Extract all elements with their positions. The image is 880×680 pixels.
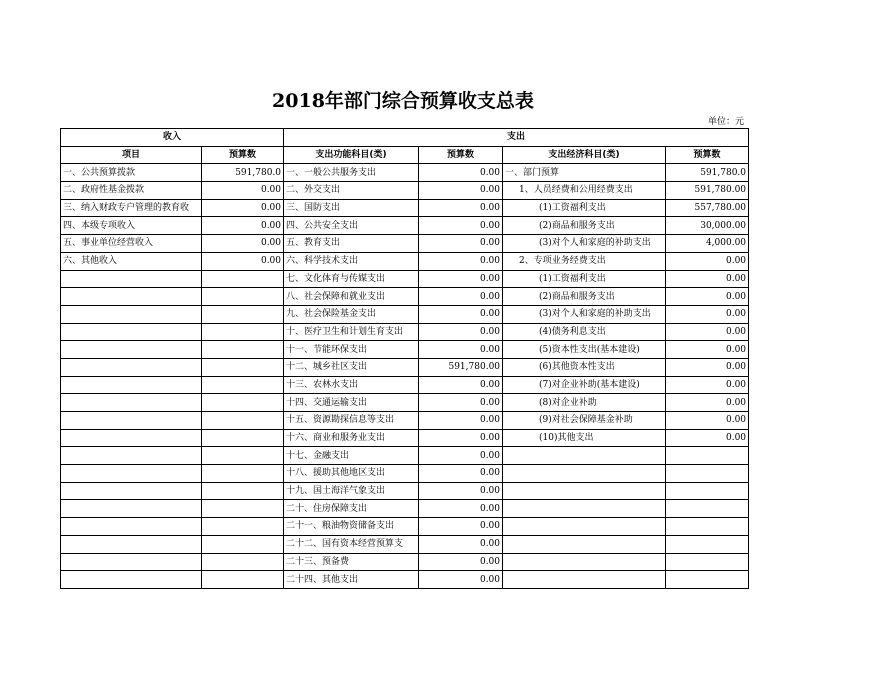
econ-item-cell: (3)对个人和家庭的补助支出 bbox=[503, 305, 666, 323]
table-row bbox=[61, 394, 749, 412]
income-item-cell bbox=[61, 429, 202, 447]
income-value-cell bbox=[202, 376, 284, 394]
income-item-cell bbox=[61, 376, 202, 394]
income-item-cell bbox=[61, 535, 202, 553]
econ-item-cell: 2、专项业务经费支出 bbox=[503, 252, 666, 270]
table-row bbox=[61, 164, 749, 182]
income-item-cell bbox=[61, 358, 202, 376]
econ-value-cell: 0.00 bbox=[666, 323, 749, 341]
table-row bbox=[61, 341, 749, 359]
table-row bbox=[61, 553, 749, 571]
func-item-cell: 十二、城乡社区支出 bbox=[284, 358, 419, 376]
table-body bbox=[61, 129, 749, 589]
func-item-cell: 七、文化体育与传媒支出 bbox=[284, 270, 419, 288]
income-value-cell bbox=[202, 305, 284, 323]
econ-value-cell: 0.00 bbox=[666, 270, 749, 288]
func-item-cell: 十五、资源勘探信息等支出 bbox=[284, 412, 419, 430]
func-item-cell: 六、科学技术支出 bbox=[284, 252, 419, 270]
func-value-cell: 0.00 bbox=[419, 341, 503, 359]
header-row-group bbox=[61, 129, 749, 147]
table-row bbox=[61, 252, 749, 270]
econ-item-cell: (8)对企业补助 bbox=[503, 394, 666, 412]
func-item-cell: 十三、农林水支出 bbox=[284, 376, 419, 394]
income-item-cell: 二、政府性基金拨款 bbox=[61, 182, 202, 200]
econ-item-cell bbox=[503, 535, 666, 553]
econ-item-cell bbox=[503, 571, 666, 589]
func-item-cell: 三、国防支出 bbox=[284, 199, 419, 217]
func-value-cell: 0.00 bbox=[419, 182, 503, 200]
func-item-cell: 九、社会保险基金支出 bbox=[284, 305, 419, 323]
income-value-cell bbox=[202, 535, 284, 553]
econ-value-cell bbox=[666, 500, 749, 518]
table-row bbox=[61, 217, 749, 235]
income-value-cell: 0.00 bbox=[202, 235, 284, 253]
econ-item-cell: 1、人员经费和公用经费支出 bbox=[503, 182, 666, 200]
income-item-cell bbox=[61, 518, 202, 536]
econ-value-cell: 0.00 bbox=[666, 394, 749, 412]
func-value-cell: 0.00 bbox=[419, 323, 503, 341]
unit-label: 单位：元 bbox=[707, 117, 744, 127]
func-value-cell: 0.00 bbox=[419, 412, 503, 430]
income-value-cell: 0.00 bbox=[202, 182, 284, 200]
func-value-cell: 0.00 bbox=[419, 376, 503, 394]
table-row bbox=[61, 429, 749, 447]
func-item-cell: 八、社会保障和就业支出 bbox=[284, 288, 419, 306]
econ-item-cell: (9)对社会保障基金补助 bbox=[503, 412, 666, 430]
econ-item-cell: (7)对企业补助(基本建设) bbox=[503, 376, 666, 394]
income-value-cell bbox=[202, 412, 284, 430]
income-value-cell bbox=[202, 341, 284, 359]
income-item-cell bbox=[61, 482, 202, 500]
income-item-cell bbox=[61, 412, 202, 430]
func-value-cell: 0.00 bbox=[419, 535, 503, 553]
func-item-cell: 十八、援助其他地区支出 bbox=[284, 465, 419, 483]
func-value-cell: 0.00 bbox=[419, 465, 503, 483]
econ-value-cell: 0.00 bbox=[666, 376, 749, 394]
econ-item-cell: (1)工资福利支出 bbox=[503, 199, 666, 217]
income-item-cell bbox=[61, 553, 202, 571]
budget-table bbox=[60, 128, 749, 589]
income-value-cell bbox=[202, 358, 284, 376]
table-row bbox=[61, 358, 749, 376]
econ-item-cell: (1)工资福利支出 bbox=[503, 270, 666, 288]
income-item-cell: 五、事业单位经营收入 bbox=[61, 235, 202, 253]
econ-value-cell: 591,780.0 bbox=[666, 164, 749, 182]
func-value-cell: 0.00 bbox=[419, 429, 503, 447]
income-value-cell: 0.00 bbox=[202, 199, 284, 217]
col-header-econ: 支出经济科目(类) bbox=[503, 146, 666, 164]
econ-value-cell: 0.00 bbox=[666, 429, 749, 447]
econ-item-cell: (2)商品和服务支出 bbox=[503, 217, 666, 235]
econ-value-cell: 4,000.00 bbox=[666, 235, 749, 253]
income-header: 收入 bbox=[61, 129, 284, 147]
income-value-cell bbox=[202, 518, 284, 536]
func-item-cell: 十九、国土海洋气象支出 bbox=[284, 482, 419, 500]
func-item-cell: 二十一、粮油物资储备支出 bbox=[284, 518, 419, 536]
table-row bbox=[61, 376, 749, 394]
income-value-cell: 0.00 bbox=[202, 217, 284, 235]
table-row bbox=[61, 235, 749, 253]
econ-value-cell: 0.00 bbox=[666, 412, 749, 430]
income-item-cell: 三、纳入财政专户管理的教育收 bbox=[61, 199, 202, 217]
econ-item-cell bbox=[503, 518, 666, 536]
table-row bbox=[61, 182, 749, 200]
table-row bbox=[61, 500, 749, 518]
income-item-cell bbox=[61, 465, 202, 483]
func-value-cell: 0.00 bbox=[419, 270, 503, 288]
econ-value-cell: 0.00 bbox=[666, 252, 749, 270]
income-item-cell bbox=[61, 341, 202, 359]
income-value-cell bbox=[202, 447, 284, 465]
econ-item-cell: (4)债务利息支出 bbox=[503, 323, 666, 341]
econ-item-cell: 一、部门预算 bbox=[503, 164, 666, 182]
table-row bbox=[61, 518, 749, 536]
func-value-cell: 0.00 bbox=[419, 500, 503, 518]
func-value-cell: 0.00 bbox=[419, 518, 503, 536]
func-item-cell: 二十二、国有资本经营预算支 bbox=[284, 535, 419, 553]
econ-value-cell: 0.00 bbox=[666, 288, 749, 306]
income-value-cell bbox=[202, 465, 284, 483]
econ-item-cell bbox=[503, 465, 666, 483]
func-value-cell: 0.00 bbox=[419, 288, 503, 306]
econ-item-cell bbox=[503, 553, 666, 571]
econ-value-cell bbox=[666, 571, 749, 589]
econ-value-cell: 30,000.00 bbox=[666, 217, 749, 235]
income-value-cell bbox=[202, 394, 284, 412]
income-value-cell: 591,780.0 bbox=[202, 164, 284, 182]
table-row bbox=[61, 323, 749, 341]
income-item-cell bbox=[61, 394, 202, 412]
income-value-cell bbox=[202, 482, 284, 500]
func-value-cell: 0.00 bbox=[419, 482, 503, 500]
econ-value-cell: 0.00 bbox=[666, 341, 749, 359]
econ-item-cell bbox=[503, 447, 666, 465]
table-row bbox=[61, 571, 749, 589]
func-item-cell: 五、教育支出 bbox=[284, 235, 419, 253]
income-value-cell bbox=[202, 429, 284, 447]
func-value-cell: 0.00 bbox=[419, 394, 503, 412]
econ-value-cell bbox=[666, 535, 749, 553]
econ-item-cell bbox=[503, 482, 666, 500]
income-value-cell bbox=[202, 553, 284, 571]
income-value-cell bbox=[202, 571, 284, 589]
func-item-cell: 四、公共安全支出 bbox=[284, 217, 419, 235]
econ-value-cell: 0.00 bbox=[666, 305, 749, 323]
income-value-cell bbox=[202, 323, 284, 341]
econ-item-cell bbox=[503, 500, 666, 518]
func-item-cell: 十四、交通运输支出 bbox=[284, 394, 419, 412]
income-item-cell bbox=[61, 270, 202, 288]
func-item-cell: 十六、商业和服务业支出 bbox=[284, 429, 419, 447]
table-row bbox=[61, 199, 749, 217]
income-value-cell bbox=[202, 500, 284, 518]
econ-value-cell: 591,780.00 bbox=[666, 182, 749, 200]
income-item-cell bbox=[61, 500, 202, 518]
income-value-cell: 0.00 bbox=[202, 252, 284, 270]
income-item-cell: 一、公共预算拨款 bbox=[61, 164, 202, 182]
econ-value-cell: 0.00 bbox=[666, 358, 749, 376]
page-title: 2018年部门综合预算收支总表 bbox=[272, 90, 534, 112]
table-row bbox=[61, 535, 749, 553]
income-item-cell bbox=[61, 323, 202, 341]
func-value-cell: 0.00 bbox=[419, 217, 503, 235]
econ-value-cell: 557,780.00 bbox=[666, 199, 749, 217]
econ-item-cell: (10)其他支出 bbox=[503, 429, 666, 447]
func-value-cell: 0.00 bbox=[419, 305, 503, 323]
col-header-func: 支出功能科目(类) bbox=[284, 146, 419, 164]
func-value-cell: 0.00 bbox=[419, 553, 503, 571]
income-value-cell bbox=[202, 288, 284, 306]
col-header-func-budget: 预算数 bbox=[419, 146, 503, 164]
table-row bbox=[61, 305, 749, 323]
income-value-cell bbox=[202, 270, 284, 288]
func-item-cell: 二、外交支出 bbox=[284, 182, 419, 200]
income-item-cell bbox=[61, 305, 202, 323]
econ-item-cell: (5)资本性支出(基本建设) bbox=[503, 341, 666, 359]
econ-value-cell bbox=[666, 518, 749, 536]
func-item-cell: 二十四、其他支出 bbox=[284, 571, 419, 589]
table-row bbox=[61, 482, 749, 500]
func-item-cell: 十一、节能环保支出 bbox=[284, 341, 419, 359]
table-row bbox=[61, 270, 749, 288]
econ-item-cell: (3)对个人和家庭的补助支出 bbox=[503, 235, 666, 253]
func-item-cell: 十、医疗卫生和计划生育支出 bbox=[284, 323, 419, 341]
table-row bbox=[61, 288, 749, 306]
func-value-cell: 0.00 bbox=[419, 252, 503, 270]
econ-value-cell bbox=[666, 447, 749, 465]
income-item-cell bbox=[61, 288, 202, 306]
func-value-cell: 0.00 bbox=[419, 199, 503, 217]
econ-value-cell bbox=[666, 553, 749, 571]
col-header-econ-budget: 预算数 bbox=[666, 146, 749, 164]
income-item-cell: 六、其他收入 bbox=[61, 252, 202, 270]
col-header-income-budget: 预算数 bbox=[202, 146, 284, 164]
table-row bbox=[61, 465, 749, 483]
header-row-columns bbox=[61, 146, 749, 164]
expense-header: 支出 bbox=[284, 129, 749, 147]
econ-value-cell bbox=[666, 465, 749, 483]
income-item-cell bbox=[61, 571, 202, 589]
func-value-cell: 591,780.00 bbox=[419, 358, 503, 376]
func-value-cell: 0.00 bbox=[419, 164, 503, 182]
econ-item-cell: (2)商品和服务支出 bbox=[503, 288, 666, 306]
func-item-cell: 十七、金融支出 bbox=[284, 447, 419, 465]
func-value-cell: 0.00 bbox=[419, 235, 503, 253]
func-item-cell: 一、一般公共服务支出 bbox=[284, 164, 419, 182]
income-item-cell: 四、本级专项收入 bbox=[61, 217, 202, 235]
econ-value-cell bbox=[666, 482, 749, 500]
table-row bbox=[61, 412, 749, 430]
func-value-cell: 0.00 bbox=[419, 571, 503, 589]
income-item-cell bbox=[61, 447, 202, 465]
func-value-cell: 0.00 bbox=[419, 447, 503, 465]
table-row bbox=[61, 447, 749, 465]
econ-item-cell: (6)其他资本性支出 bbox=[503, 358, 666, 376]
func-item-cell: 二十、住房保障支出 bbox=[284, 500, 419, 518]
func-item-cell: 二十三、预备费 bbox=[284, 553, 419, 571]
col-header-item: 项目 bbox=[61, 146, 202, 164]
